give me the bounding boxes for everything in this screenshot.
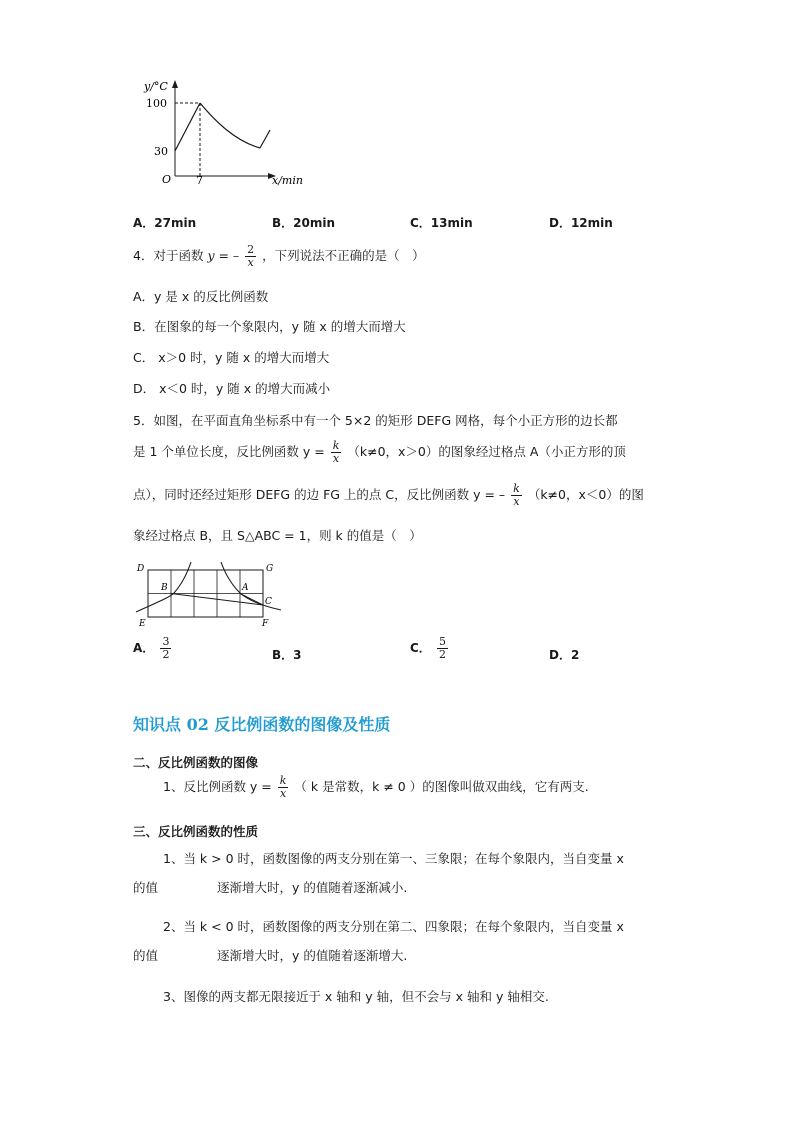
q5-line-3-frac-den: x [513,495,520,508]
q5-line-3-after: （k≠0，x＜0）的图 [527,487,644,502]
part3-p1-line1: 1、当 k > 0 时，函数图像的两支分别在第一、三象限；在每个象限内，当自变量 x [163,851,624,866]
q4-frac-den: x [247,256,254,269]
label-a: A [242,583,249,593]
q4-stem-before: 4．对于函数 [133,248,204,263]
q5-option-c-num: 5 [439,635,446,648]
q3-option-b: B．20min [272,216,336,230]
q5-option-d: D．2 [549,648,580,662]
y-axis-label: y/°C [144,80,168,93]
part2-fraction [278,775,289,800]
y-axis-arrow [172,80,178,88]
part3-p2-line2b: 逐渐增大时，y 的值随着逐渐增大. [217,948,408,963]
q5-option-c-fraction [437,636,448,661]
q4-option-b: B．在图象的每一个象限内，y 随 x 的增大而增大 [133,319,406,334]
label-f: F [262,619,269,629]
q3-option-c: C．13min [410,216,473,230]
q4-stem-after: ，下列说法不正确的是（ ） [262,248,425,263]
q5-line-2 [133,440,626,465]
label-g: G [266,564,274,574]
q5-option-a-label: A． [133,641,155,655]
q5-option-a-num: 3 [162,635,170,648]
q4-fraction [245,244,256,269]
cooling-curve [200,103,260,148]
part3-p3: 3、图像的两支都无限接近于 x 轴和 y 轴，但不会与 x 轴和 y 轴相交. [163,989,549,1004]
q5-option-a-den: 2 [162,648,170,661]
q5-option-a-fraction [160,636,171,661]
origin-label: O [162,173,172,186]
part2-heading: 二、反比例函数的图像 [133,755,259,770]
y-tick-30: 30 [154,145,168,158]
q4-option-c: C． x＞0 时，y 随 x 的增大而增大 [133,350,330,365]
grid-hyperbola-figure [133,560,283,630]
section-title: 知识点 02 反比例函数的图像及性质 [133,715,391,734]
q5-option-a [133,636,173,661]
q5-line-2-fraction [331,440,342,465]
label-d: D [137,564,145,574]
q5-option-c-label: C． [410,641,431,655]
label-b: B [161,583,168,593]
part2-line-after: （ k 是常数，k ≠ 0 ）的图像叫做双曲线，它有两支. [294,779,589,794]
temperature-line [175,103,200,151]
q4-option-d: D． x＜0 时，y 随 x 的增大而减小 [133,381,331,396]
temperature-graph [140,76,310,191]
q4-stem [133,244,425,269]
q4-frac-num: 2 [247,243,255,256]
part3-p2-line2a: 的值 [133,948,159,963]
q4-option-a: A．y 是 x 的反比例函数 [133,289,269,304]
q3-option-d: D．12min [549,216,613,230]
q5-line-2-after: （k≠0，x＞0）的图象经过格点 A（小正方形的顶 [347,444,626,459]
part3-p1-line2a: 的值 [133,880,159,895]
q5-line-2-before: 是 1 个单位长度，反比例函数 y = [133,444,325,459]
x-tick-7: 7 [196,174,203,187]
q3-option-a: A．27min [133,216,197,230]
part2-line [163,775,589,800]
q5-line-3 [133,483,644,508]
q5-line-3-before: 点），同时还经过矩形 DEFG 的边 FG 上的点 C，反比例函数 y = – [133,487,506,502]
q5-option-c-den: 2 [439,648,446,661]
part3-p1-line2b: 逐渐增大时，y 的值随着逐渐减小. [217,880,408,895]
q5-line-2-frac-num: k [332,439,340,452]
part3-p2-line1: 2、当 k < 0 时，函数图像的两支分别在第二、四象限；在每个象限内，当自变量 x [163,919,624,934]
q4-func-lhs: y = – [207,248,240,263]
part3-heading: 三、反比例函数的性质 [133,824,259,839]
y-tick-100: 100 [146,97,167,110]
q5-option-b: B．3 [272,648,302,662]
label-e: E [139,619,146,629]
q5-option-c [410,636,450,661]
q5-line-2-frac-den: x [332,452,340,465]
reheat-line [260,130,270,148]
q5-line-1: 5．如图，在平面直角坐标系中有一个 5×2 的矩形 DEFG 网格，每个小正方形的边长都 [133,413,618,428]
part2-frac-den: x [279,787,287,800]
part2-frac-num: k [279,774,287,787]
part2-line-before: 1、反比例函数 y = [163,779,272,794]
q5-line-4: 象经过格点 B，且 S△ABC = 1，则 k 的值是（ ） [133,528,422,543]
x-axis-label: x/min [272,174,303,187]
label-c: C [265,597,272,607]
q5-line-3-fraction [511,483,522,508]
q5-line-3-frac-num: k [513,482,520,495]
